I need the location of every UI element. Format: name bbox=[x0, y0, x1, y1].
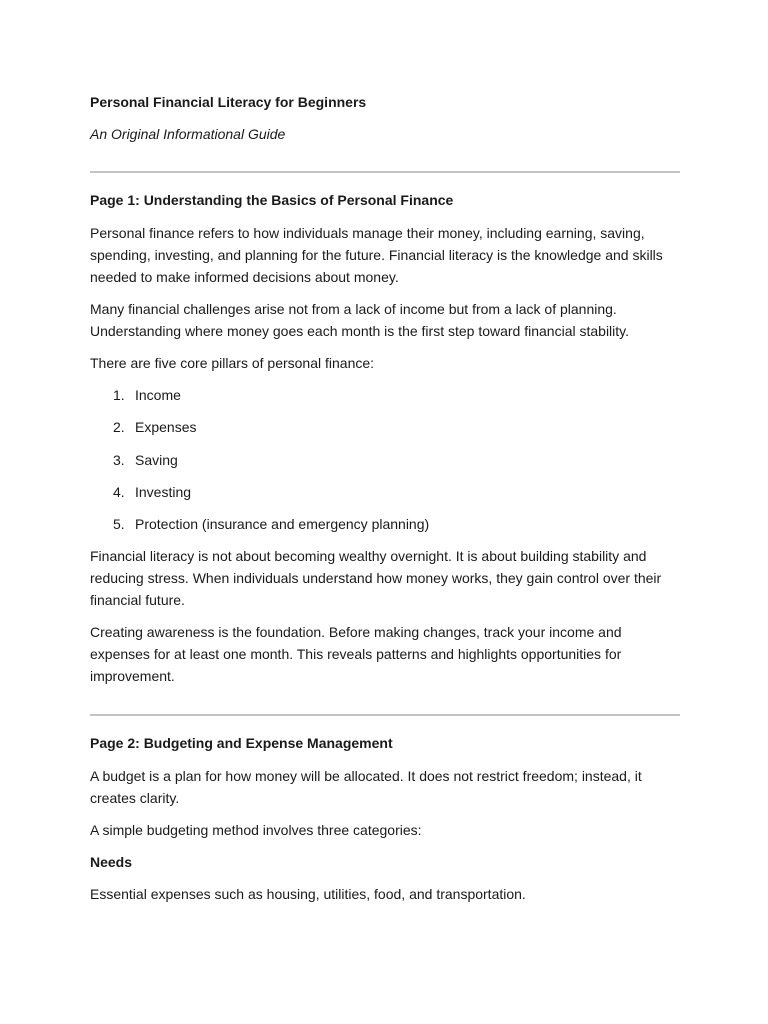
list-item bbox=[90, 416, 680, 438]
list-item-number: 3. bbox=[113, 451, 125, 468]
page2-paragraph: A budget is a plan for how money will be allocated. It does not restrict freedom; instead, it creates clarity. bbox=[90, 768, 642, 807]
page2-section bbox=[90, 733, 680, 905]
document-subtitle: An Original Informational Guide bbox=[90, 126, 286, 142]
document-page bbox=[90, 92, 680, 915]
list-item-text: Saving bbox=[135, 451, 178, 468]
page1-paragraph: Creating awareness is the foundation. Before making changes, track your income and expenses for at least one month. This reveals patterns and highlights opportunities for improvement. bbox=[90, 624, 622, 685]
page2-paragraph: A simple budgeting method involves three categories: bbox=[90, 822, 422, 839]
list-item-text: Expenses bbox=[135, 419, 197, 436]
list-item-text: Investing bbox=[135, 483, 192, 500]
section-divider bbox=[90, 714, 680, 716]
list-item-text: Protection (insurance and emergency planning) bbox=[135, 516, 430, 533]
page1-paragraph: Personal finance refers to how individuals manage their money, including earning, saving, spending, investing, and planning for the future. Financial literacy is the knowledge and skills needed to make informed decisions about money. bbox=[90, 225, 663, 285]
list-item bbox=[90, 449, 680, 471]
list-item-number: 5. bbox=[113, 516, 125, 533]
list-item-text: Income bbox=[135, 387, 181, 403]
list-item bbox=[90, 384, 680, 406]
list-item bbox=[90, 481, 680, 503]
list-item-number: 4. bbox=[113, 483, 125, 500]
list-item-number: 1. bbox=[113, 387, 125, 403]
document-title: Personal Financial Literacy for Beginners bbox=[90, 94, 367, 110]
page1-paragraph: Many financial challenges arise not from a lack of income but from a lack of planning. Understanding where money goes each month is the first step toward financial stability. bbox=[90, 301, 630, 339]
page2-heading: Page 2: Budgeting and Expense Management bbox=[90, 735, 393, 752]
page1-paragraph: There are five core pillars of personal finance: bbox=[90, 355, 375, 371]
page1-heading: Page 1: Understanding the Basics of Personal Finance bbox=[90, 192, 454, 208]
needs-paragraph: Essential expenses such as housing, utilities, food, and transportation. bbox=[90, 886, 526, 903]
pillars-list bbox=[90, 384, 680, 535]
page1-paragraph: Financial literacy is not about becoming wealthy overnight. It is about building stability and reducing stress. When individuals understand how money works, they gain control over their financial future. bbox=[90, 548, 662, 609]
page1-section bbox=[90, 190, 680, 687]
section-divider bbox=[90, 171, 680, 173]
needs-heading: Needs bbox=[90, 854, 133, 871]
list-item-number: 2. bbox=[113, 419, 125, 436]
list-item bbox=[90, 513, 680, 535]
